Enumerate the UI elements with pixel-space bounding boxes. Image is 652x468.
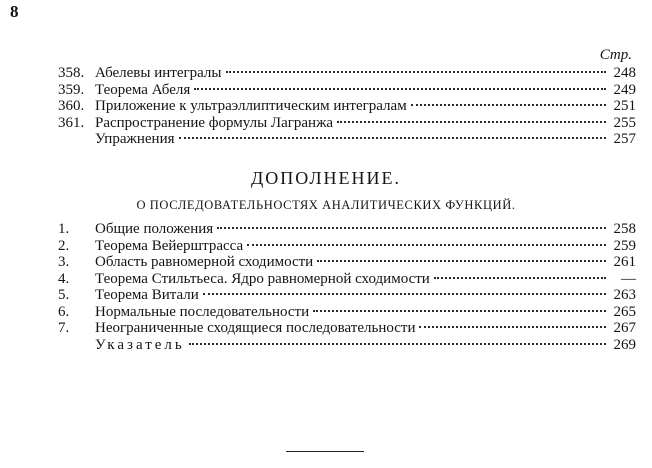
dot-leader	[247, 244, 606, 246]
dot-leader	[226, 71, 607, 73]
toc-entry-number: 361.	[58, 114, 85, 131]
dot-leader	[179, 137, 607, 139]
toc-entry[interactable]	[58, 271, 636, 288]
toc-entry[interactable]	[58, 337, 636, 354]
toc-entry-title: Теорема Абеля	[95, 81, 191, 98]
toc-entry-title: Упражнения	[95, 131, 175, 147]
toc-entry-page: 257	[613, 131, 636, 147]
toc-entry-title: Распространение формулы Лагранжа	[95, 114, 334, 131]
toc-entry[interactable]	[58, 221, 636, 238]
toc-entry-page: 261	[613, 254, 636, 270]
toc-entry[interactable]	[58, 115, 636, 132]
toc-entry-number: 4.	[58, 270, 70, 287]
toc-entry-page: —	[621, 270, 636, 287]
dot-leader	[317, 260, 606, 262]
toc-entry-title: Теорема Вейерштрасса	[95, 237, 244, 254]
dot-leader	[411, 104, 606, 106]
toc-entry-number: 6.	[58, 303, 70, 320]
toc-entry-title: Общие положения	[95, 221, 214, 237]
toc-entry-number: 358.	[58, 65, 85, 81]
toc-entry-number: 3.	[58, 254, 70, 270]
toc-entry-title: Теорема Витали	[95, 287, 199, 303]
toc-entry[interactable]	[58, 304, 636, 321]
toc-entry[interactable]	[58, 320, 636, 337]
toc-entry-page: 259	[613, 237, 636, 254]
dot-leader	[194, 88, 606, 90]
toc-entry-title: Указатель	[95, 336, 185, 353]
toc-entry-title: Нормальные последовательности	[95, 303, 310, 320]
toc-entry-page: 269	[613, 336, 636, 353]
footer-rule	[286, 451, 364, 452]
toc-entry-title: Абелевы интегралы	[95, 65, 222, 81]
dot-leader	[313, 310, 606, 312]
toc-entry-title: Приложение к ультраэллиптическим интегралам	[95, 98, 407, 114]
toc-entry[interactable]	[58, 254, 636, 271]
toc-entry-number: 7.	[58, 320, 70, 336]
toc-entry-number: 360.	[58, 98, 85, 114]
toc-entry[interactable]	[58, 131, 636, 148]
appendix-subheading: О ПОСЛЕДОВАТЕЛЬНОСТЯХ АНАЛИТИЧЕСКИХ ФУНКЦИЙ.	[136, 198, 516, 212]
toc-entry-page: 255	[613, 114, 636, 131]
dot-leader	[189, 343, 606, 345]
toc-entry-page: 248	[613, 65, 636, 81]
dot-leader	[434, 277, 606, 279]
toc-entry-page: 267	[613, 320, 636, 336]
dot-leader	[203, 293, 606, 295]
toc-entry-page: 263	[613, 287, 636, 303]
toc-main-list	[58, 65, 636, 148]
toc-entry-number: 2.	[58, 237, 70, 254]
toc-entry-page: 249	[613, 81, 636, 98]
toc-entry-number: 359.	[58, 81, 85, 98]
toc-entry[interactable]	[58, 238, 636, 255]
dot-leader	[217, 227, 606, 229]
toc-entry-title: Область равномерной сходимости	[95, 254, 314, 270]
appendix-heading: ДОПОЛНЕНИЕ.	[250, 168, 402, 188]
toc-entry[interactable]	[58, 65, 636, 82]
toc-entry-page: 258	[613, 221, 636, 237]
toc-entry[interactable]	[58, 287, 636, 304]
toc-entry[interactable]	[58, 98, 636, 115]
dot-leader	[337, 121, 606, 123]
page-column-label: Стр.	[599, 47, 632, 63]
toc-entry-number: 1.	[58, 221, 70, 237]
dot-leader	[419, 326, 606, 328]
toc-entry-title: Теорема Стильтьеса. Ядро равномерной сходимости	[95, 270, 430, 287]
toc-entry[interactable]	[58, 82, 636, 99]
toc-entry-number: 5.	[58, 287, 70, 303]
toc-entry-page: 265	[613, 303, 636, 320]
toc-entry-title: Неограниченные сходящиеся последовательности	[95, 320, 416, 336]
toc-entry-page: 251	[613, 98, 636, 114]
page-number: 8	[10, 2, 19, 21]
toc-appendix-list	[58, 221, 636, 353]
